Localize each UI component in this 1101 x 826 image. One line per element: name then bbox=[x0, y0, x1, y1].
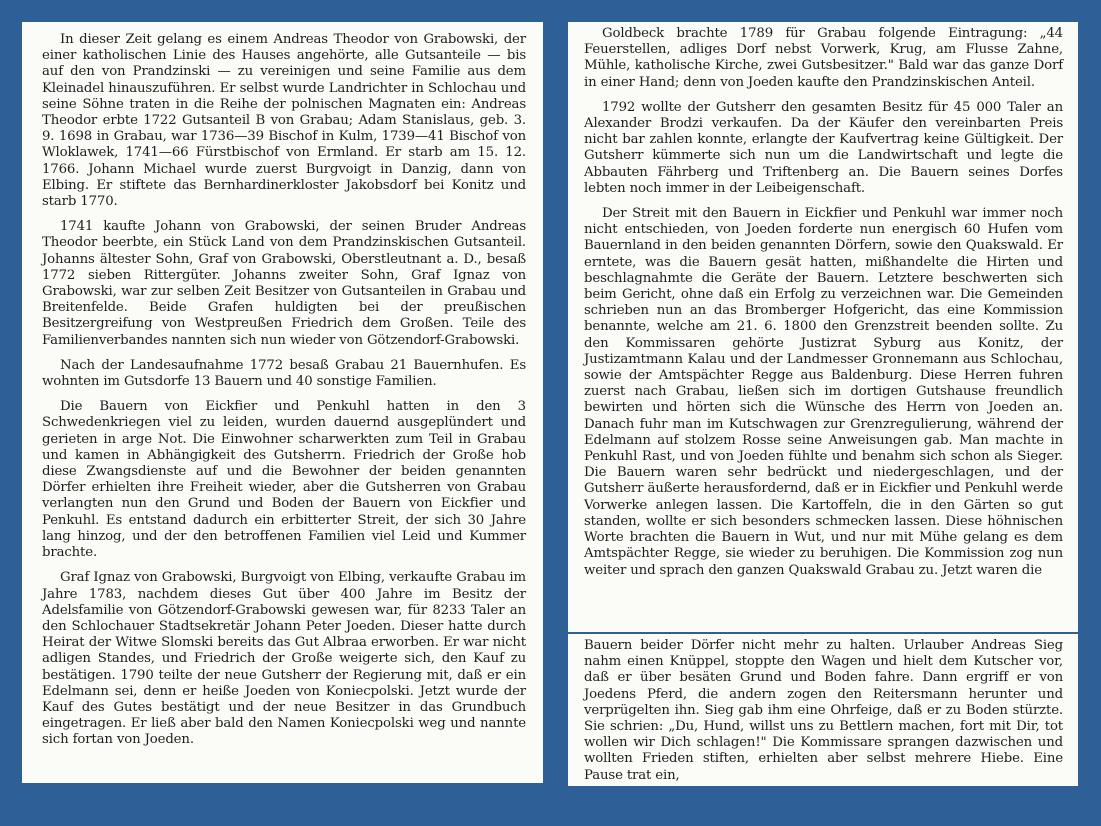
left-page-scan bbox=[22, 22, 543, 783]
right-page-scan-bottom bbox=[568, 632, 1078, 786]
paragraph-goldbeck-1789: Goldbeck brachte 1789 für Grabau folgende Eintragung: „44 Feuerstellen, adliges Dorf nebst Vorwerk, Krug, am Flusse Zahne, Mühle, katholische Kirche, zwei Gutsbesitzer." Bald war das ganze Dorf in einer Hand; denn von Joeden kaufte den Prandzinskischen Anteil. bbox=[584, 26, 1063, 90]
paragraph-schwedenkriege: Die Bauern von Eickfier und Penkuhl hatten in den 3 Schwedenkriegen viel zu leiden, wurden dauernd ausgeplündert und gerieten in arge Not. Die Einwohner scharwerkten zum Teil in Grabau und kamen in Abhängigkeit des Gutsherrn. Friedrich der Große hob diese Zwangsdienste auf und die Bewohner der beiden genannten Dörfer erhielten ihre Freiheit wieder, aber die Gutsherren von Grabau verlangten nun den Grund und Boden der Bauern von Eickfier und Penkuhl. Es entstand dadurch ein erbitterter Streit, der sich 30 Jahre lang hinzog, und der den betroffenen Familien viel Leid und Kummer brachte. bbox=[42, 399, 526, 561]
paragraph-landesaufnahme-1772: Nach der Landesaufnahme 1772 besaß Grabau 21 Bauernhufen. Es wohnten im Gutsdorfe 13 Bauern und 40 sonstige Familien. bbox=[42, 357, 526, 390]
paragraph-johann-1741: 1741 kaufte Johann von Grabowski, der seinen Bruder Andreas Theodor beerbte, ein Stück Land von dem Prandzinskischen Gutsanteil. Johanns ältester Sohn, Graf von Grabowski, Oberstleutnant a. D., besaß 1772 sieben Rittergüter. Johanns zweiter Sohn, Graf Ignaz von Grabowski, war zur selben Zeit Besitzer von Gutsanteilen in Grabau und Breitenfelde. Beide Grafen huldigten bei der preußischen Besitzergreifung von Westpreußen Friedrich dem Großen. Teile des Familienverbandes nannten sich nun wieder von Götzendorf-Grabowski. bbox=[42, 219, 526, 348]
paragraph-verkauf-1792: 1792 wollte der Gutsherr den gesamten Besitz für 45 000 Taler an Alexander Brodzi verkaufen. Da der Käufer den vereinbarten Preis nicht bar zahlen konnte, erlangte der Kaufvertrag keine Gültigkeit. Der Gutsherr kümmerte sich nun um die Landwirtschaft und legte die Abbauten Fährberg und Triftenberg an. Die Bauern seines Dorfes lebten noch immer in der Leibeigenschaft. bbox=[584, 99, 1063, 196]
paragraph-pruegelei: Bauern beider Dörfer nicht mehr zu halten. Urlauber Andreas Sieg nahm einen Knüppel, stoppte den Wagen und hielt dem Kutscher vor, daß er über besäten Grund und Boden fahre. Dann ergriff er von Joedens Pferd, die andern zogen den Reitersmann herunter und verprügelten ihn. Sieg gab ihm eine Ohrfeige, daß er zu Boden stürzte. Sie schrien: „Du, Hund, willst uns zu Bettlern machen, fort mit Dir, tot wollen wir Dich schlagen!" Die Kommissare sprangen dazwischen und wollten Frieden stiften, erhielten aber selbst mehrere Hiebe. Eine Pause trat ein, bbox=[584, 638, 1063, 783]
paragraph-grenzstreit: Der Streit mit den Bauern in Eickfier und Penkuhl war immer noch nicht entschieden, von Joeden forderte nun energisch 60 Hufen vom Bauernland in den beiden genannten Dörfern, sowie den Quakswald. Er erntete, was die Bauern gesät hatten, mißhandelte die Hirten und beschlagnahmte die Geräte der Bauern. Letztere beschwerten sich beim Gericht, ohne daß ein Erfolg zu verzeichnen war. Die Gemeinden schrieben nun an das Bromberger Hofgericht, das eine Kommission benannte, welche am 21. 6. 1800 den Grenzstreit beenden sollte. Zu den Kommissaren gehörte Justizrat Syburg aus Konitz, der Justizamtmann Kalau und der Landmesser Gronnemann aus Schlochau, sowie der Amtspächter Regge aus Baldenburg. Diese Herren fuhren zuerst nach Grabau, ließen sich im dortigen Gutshause freundlich bewirten und hörten sich die Wünsche des Herrn von Joeden an. Danach fuhr man im Kutschwagen zur Grenzregulierung, während der Edelmann auf stolzem Rosse seine Anweisungen gab. Man machte in Penkuhl Rast, und von Joeden fühlte und benahm sich schon als Sieger. Die Bauern waren sehr bedrückt und niedergeschlagen, und der Gutsherr äußerte herausfordernd, daß er in Eickfier und Penkuhl werde Vorwerke anlegen lassen. Die Kartoffeln, die in den Gärten so gut standen, wollte er sich besonders schmecken lassen. Diese höhnischen Worte brachten die Bauern in Wut, und nur mit Mühe gelang es dem Amtspächter Regge, sie wieder zu beruhigen. Die Kommission zog nun weiter und sprach den ganzen Quakswald Grabau zu. Jetzt waren die bbox=[584, 206, 1063, 578]
paragraph-verkauf-1783: Graf Ignaz von Grabowski, Burgvoigt von Elbing, verkaufte Grabau im Jahre 1783, nachdem dieses Gut über 400 Jahre im Besitz der Adelsfamilie von Götzendorf-Grabowski gewesen war, für 8233 Taler an den Schlochauer Stadtsekretär Johann Peter Joeden. Dieser hatte durch Heirat der Witwe Slomski bereits das Gut Albraa erworben. Er war nicht adligen Standes, und Friedrich der Große weigerte sich, den Kauf zu bestätigen. 1790 teilte der neue Gutsherr der Regierung mit, daß er ein Edelmann sei, denn er heiße Joeden von Koniecpolski. Jetzt wurde der Kauf des Gutes bestätigt und der neue Besitzer in das Grundbuch eingetragen. Er ließ aber bald den Namen Koniecpolski weg und nannte sich fortan von Joeden. bbox=[42, 570, 526, 748]
paragraph-grabowski-heirs: In dieser Zeit gelang es einem Andreas Theodor von Grabowski, der einer katholischen Linie des Hauses angehörte, alle Gutsanteile — bis auf den von Prandzinski — zu vereinigen und seine Familie aus dem Kleinadel hinauszuführen. Er selbst wurde Landrichter in Schlochau und seine Söhne traten in die Reihe der polnischen Magnaten ein: Andreas Theodor erbte 1722 Gutsanteil B von Grabau; Adam Stanislaus, geb. 3. 9. 1698 in Grabau, war 1736—39 Bischof in Kulm, 1739—41 Bischof von Wloklawek, 1741—66 Fürstbischof von Ermland. Er starb am 15. 12. 1766. Johann Michael wurde zuerst Burgvoigt in Danzig, dann von Elbing. Er stiftete das Bernhardinerkloster Jakobsdorf bei Konitz und starb 1770. bbox=[42, 32, 526, 210]
right-page-scan-top bbox=[568, 22, 1078, 632]
